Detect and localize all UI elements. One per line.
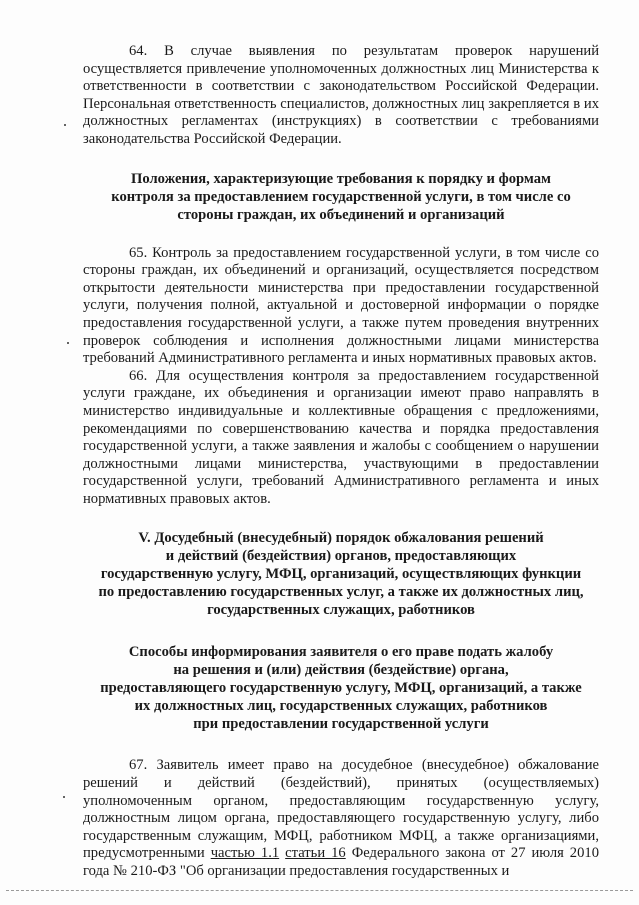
heading-complaint-information	[83, 643, 599, 733]
heading-line: по предоставлению государственных услуг, а также их должностных лиц,	[98, 584, 584, 601]
heading-line: их должностных лиц, государственных служащих, работников	[134, 698, 548, 715]
page-bottom-rule	[6, 890, 633, 891]
paragraph-65: 65. Контроль за предоставлением государственной услуги, в том числе со стороны граждан, их объединений и организаций, осуществляется посредством открытости деятельности министерства при предоставлении государственной услуги, получения полной, актуальной и достоверной информации о порядке предоставления государственной услуги, а также путем проведения внутренних проверок соблюдения и исполнения должностными лицами министерства требований Административного регламента и иных нормативных правовых актов.	[83, 244, 599, 367]
paragraph-66: 66. Для осуществления контроля за предоставлением государственной услуги граждане, их объединения и организации имеют право направлять в министерство индивидуальные и коллективные обращения с предложениями, рекомендациями по совершенствованию качества и порядка предоставления государственной услуги, а также заявления и жалобы с сообщением о нарушении должностными лицами министерства, участвующими в предоставлении государственной услуги, требований Административного регламента и иных нормативных правовых актов.	[83, 367, 599, 507]
law-reference-article-link[interactable]: статьи 16	[285, 845, 346, 862]
heading-section-v	[83, 529, 599, 619]
heading-line: стороны граждан, их объединений и организаций	[177, 206, 505, 223]
heading-line: предоставляющего государственную услугу, МФЦ, организаций, а также	[100, 680, 582, 697]
heading-control-requirements	[83, 170, 599, 224]
heading-line: на решения и (или) действия (бездействие) органа,	[173, 662, 509, 679]
heading-line: и действий (бездействия) органов, предоставляющих	[165, 548, 517, 565]
scan-speck	[67, 342, 69, 344]
heading-line: контроля за предоставлением государственной услуги, в том числе со	[111, 188, 571, 205]
heading-line: государственную услугу, МФЦ, организаций, осуществляющих функции	[100, 566, 582, 583]
heading-line: Положения, характеризующие требования к порядку и формам	[131, 170, 551, 187]
scan-speck	[64, 124, 66, 126]
paragraph-64: 64. В случае выявления по результатам проверок нарушений осуществляется привлечение уполномоченных должностных лиц Министерства к ответственности в соответствии с законодательством Российской Федерации. Персональная ответственность специалистов, должностных лиц закрепляется в их должностных регламентах (инструкциях) в соответствии с требованиями законодательства Российской Федерации.	[83, 43, 599, 147]
heading-line: Способы информирования заявителя о его праве подать жалобу	[128, 644, 554, 661]
paragraph-67-text-end: Федерального закона от 27 июля 2010 года № 210-ФЗ "Об организации предоставления государственных и	[83, 845, 599, 880]
paragraph-67-text: 67. Заявитель имеет право на досудебное (внесудебное) обжалование решений и действий (бездействий), принятых (осуществляемых) уполномоченным органом, предоставляющим государственную услугу, должностным лицом органа, предоставляющего государственную услугу, либо государственным служащим, МФЦ, работником МФЦ, а также организациями, предусмотренными	[83, 757, 599, 862]
heading-line: при предоставлении государственной услуги	[193, 716, 489, 733]
heading-line: V. Досудебный (внесудебный) порядок обжалования решений	[138, 530, 544, 547]
paragraph-67	[83, 757, 599, 880]
law-reference-part-link[interactable]: частью 1.1	[210, 845, 280, 862]
scan-speck	[63, 796, 65, 798]
heading-line: государственных служащих, работников	[207, 602, 475, 619]
document-body	[83, 43, 599, 881]
